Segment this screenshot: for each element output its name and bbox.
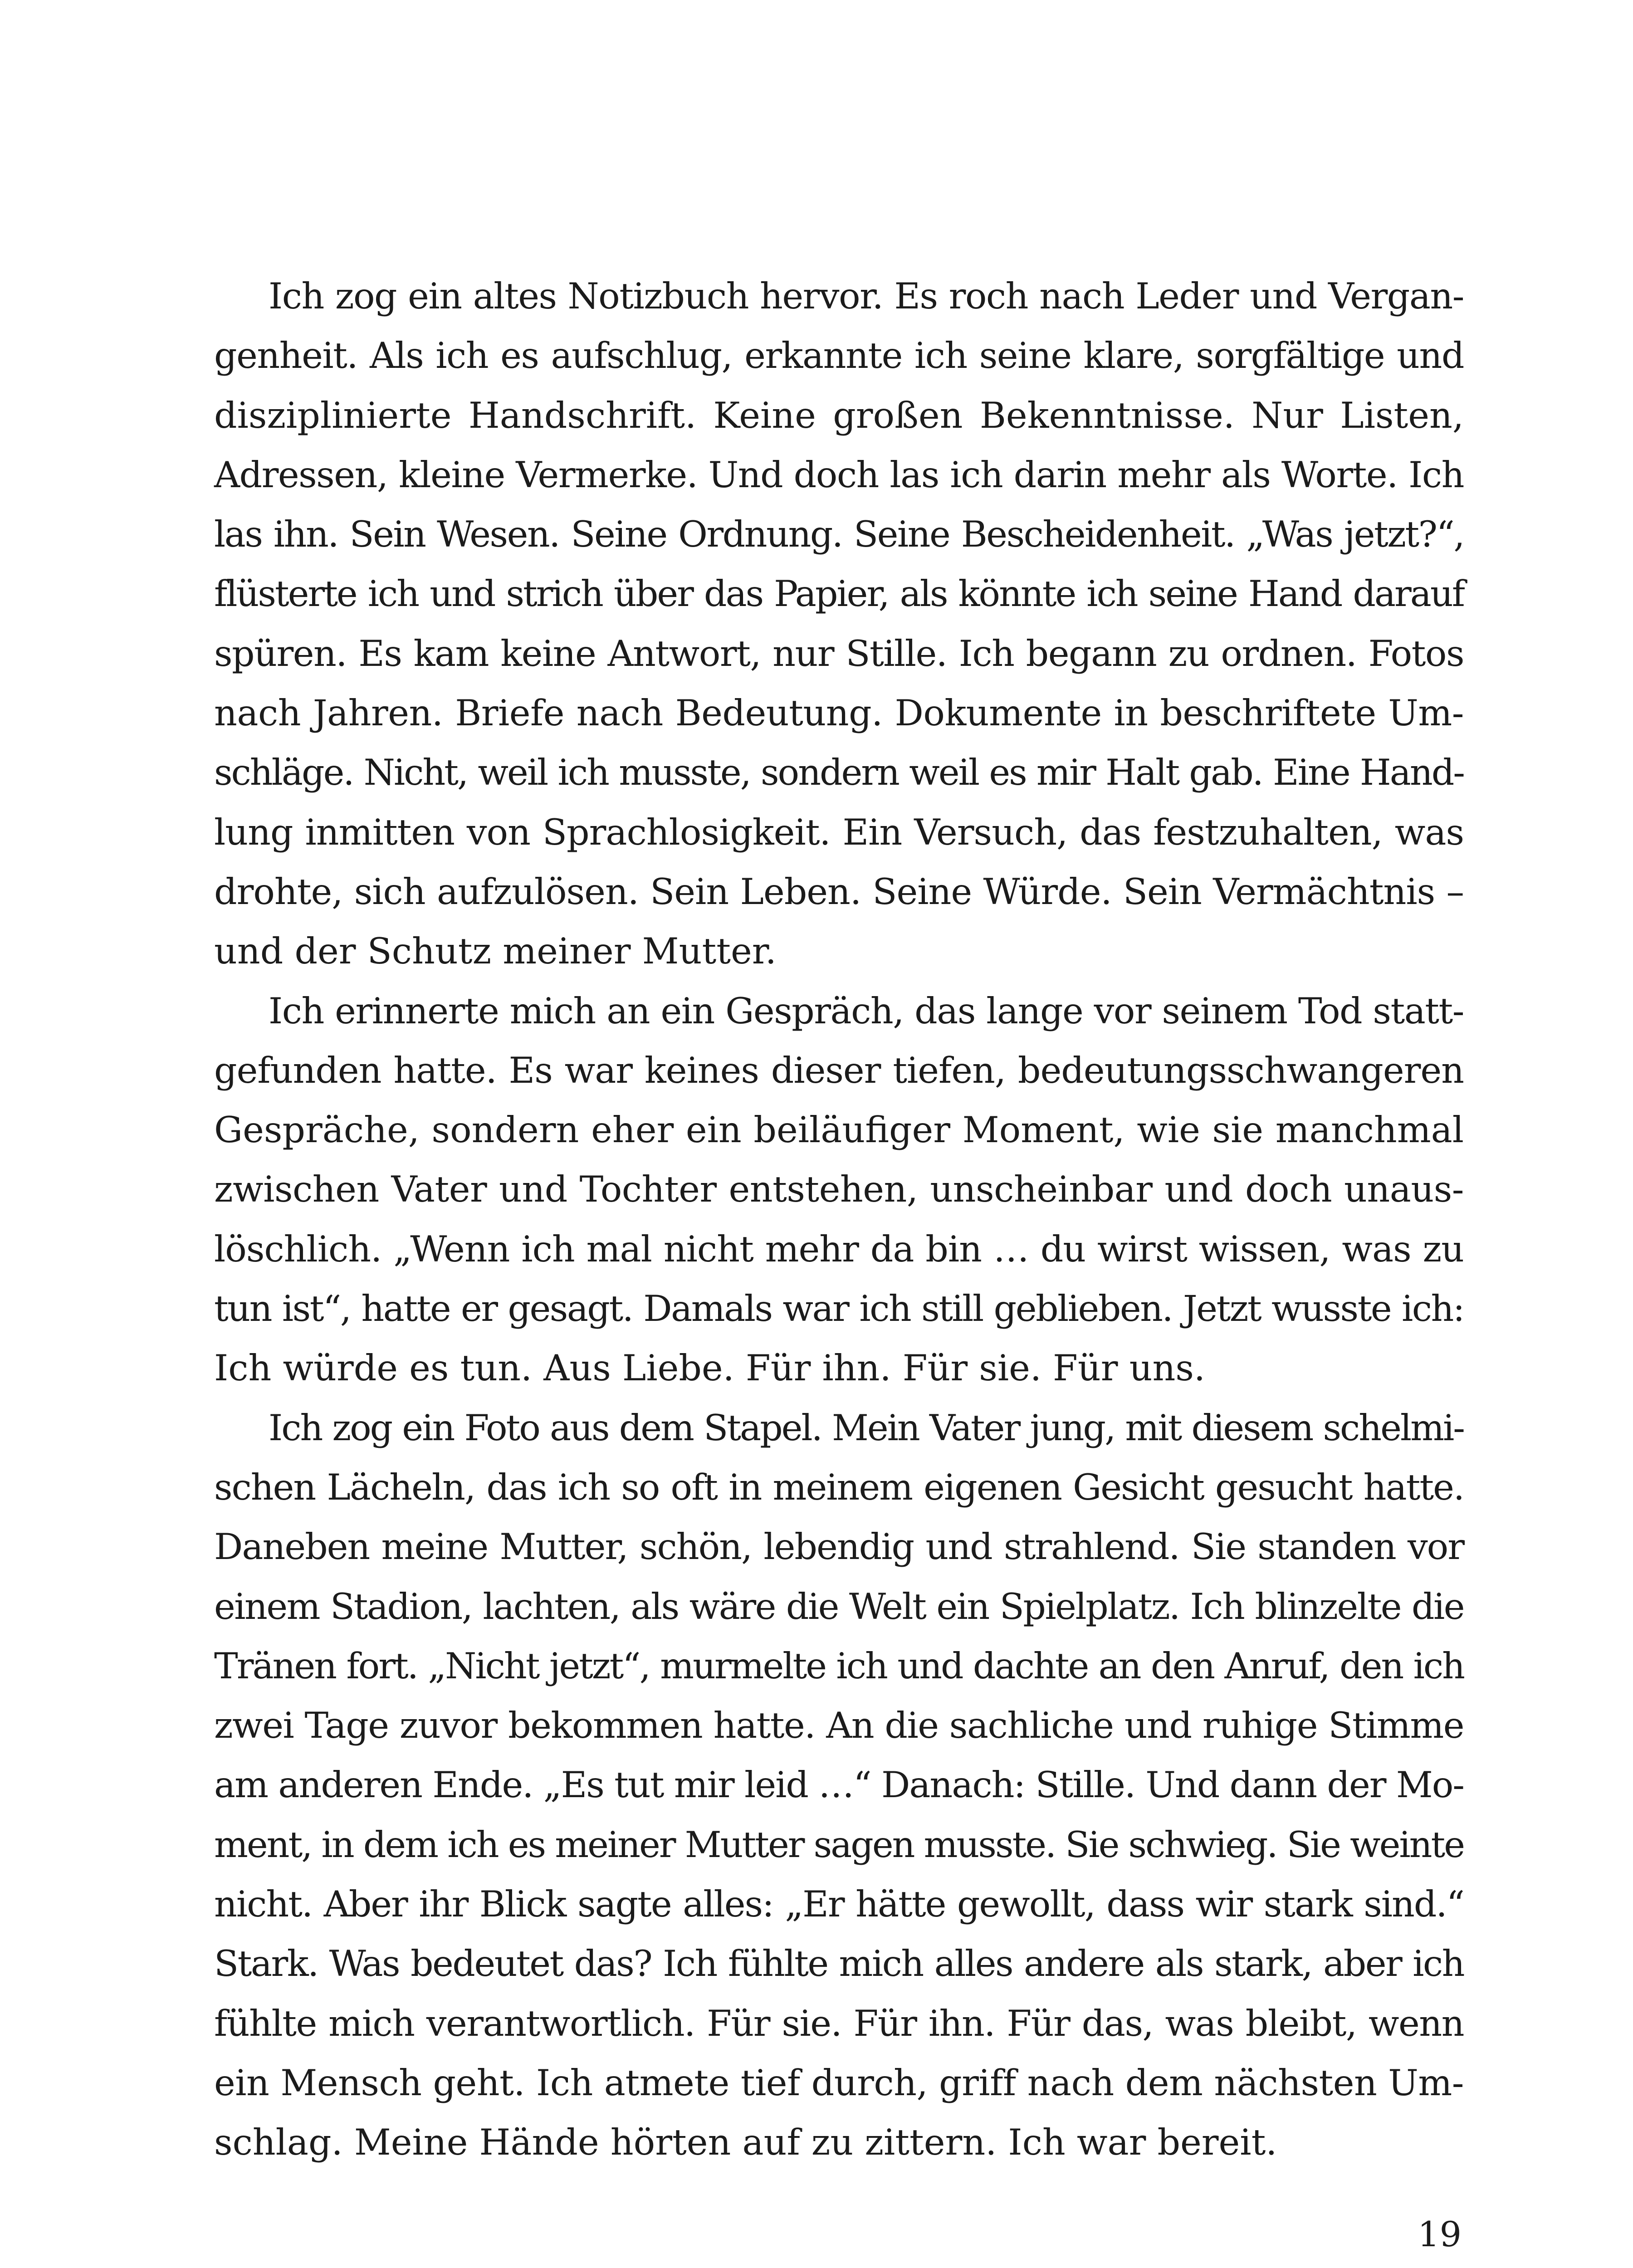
text-line: Ich erinnerte mich an ein Gespräch, das lange vor seinem Tod statt-: [269, 990, 1464, 1032]
text-line: schläge. Nicht, weil ich musste, sondern weil es mir Halt gab. Eine Hand-: [214, 752, 1464, 794]
text-line: drohte, sich aufzulösen. Sein Leben. Seine Würde. Sein Vermächtnis –: [214, 870, 1464, 913]
text-line: schlag. Meine Hände hörten auf zu zittern. Ich war bereit.: [214, 2121, 1277, 2164]
text-line: flüsterte ich und strich über das Papier, als könnte ich seine Hand darauf: [214, 573, 1464, 615]
text-line: schen Lächeln, das ich so oft in meinem eigenen Gesicht gesucht hatte.: [214, 1466, 1464, 1508]
text-line: und der Schutz meiner Mutter.: [214, 930, 777, 973]
page-number: 19: [1418, 2214, 1462, 2254]
text-line: Ich zog ein altes Notizbuch hervor. Es roch nach Leder und Vergan-: [269, 275, 1464, 317]
text-line: genheit. Als ich es aufschlug, erkannte ich seine klare, sorgfältige und: [214, 335, 1464, 377]
text-line: ment, in dem ich es meiner Mutter sagen musste. Sie schwieg. Sie weinte: [214, 1823, 1464, 1866]
text-line: löschlich. „Wenn ich mal nicht mehr da bin … du wirst wissen, was zu: [214, 1228, 1464, 1270]
text-line: Ich würde es tun. Aus Liebe. Für ihn. Für sie. Für uns.: [214, 1347, 1206, 1389]
text-line: am anderen Ende. „Es tut mir leid …“ Danach: Stille. Und dann der Mo-: [214, 1764, 1464, 1806]
text-line: zwischen Vater und Tochter entstehen, unscheinbar und doch unaus-: [214, 1168, 1464, 1211]
text-line: gefunden hatte. Es war keines dieser tiefen, bedeutungsschwangeren: [214, 1049, 1464, 1091]
text-line: ein Mensch geht. Ich atmete tief durch, griff nach dem nächsten Um-: [214, 2062, 1464, 2104]
text-line: nach Jahren. Briefe nach Bedeutung. Dokumente in beschriftete Um-: [214, 692, 1464, 734]
text-line: Adressen, kleine Vermerke. Und doch las ich darin mehr als Worte. Ich: [214, 454, 1464, 496]
text-line: Ich zog ein Foto aus dem Stapel. Mein Vater jung, mit diesem schelmi-: [269, 1407, 1464, 1449]
text-line: Daneben meine Mutter, schön, lebendig und strahlend. Sie standen vor: [214, 1526, 1464, 1568]
text-line: Stark. Was bedeutet das? Ich fühlte mich alles andere als stark, aber ich: [214, 1943, 1464, 1985]
text-line: nicht. Aber ihr Blick sagte alles: „Er hätte gewollt, dass wir stark sind.“: [214, 1883, 1464, 1926]
text-line: tun ist“, hatte er gesagt. Damals war ich still geblieben. Jetzt wusste ich:: [214, 1288, 1464, 1330]
text-line: einem Stadion, lachten, als wäre die Welt ein Spielplatz. Ich blinzelte die: [214, 1585, 1464, 1628]
text-line: disziplinierte Handschrift. Keine großen Bekenntnisse. Nur Listen,: [214, 394, 1464, 436]
body-text: [214, 267, 1464, 2173]
text-line: spüren. Es kam keine Antwort, nur Stille. Ich begann zu ordnen. Fotos: [214, 632, 1464, 675]
text-line: Gespräche, sondern eher ein beiläufiger Moment, wie sie manchmal: [214, 1109, 1464, 1151]
text-line: lung inmitten von Sprachlosigkeit. Ein Versuch, das festzuhalten, was: [214, 811, 1464, 853]
text-line: Tränen fort. „Nicht jetzt“, murmelte ich und dachte an den Anruf, den ich: [214, 1645, 1464, 1687]
text-line: las ihn. Sein Wesen. Seine Ordnung. Seine Bescheidenheit. „Was jetzt?“,: [214, 513, 1464, 556]
text-line: fühlte mich verantwortlich. Für sie. Für ihn. Für das, was bleibt, wenn: [214, 2002, 1464, 2044]
text-line: zwei Tage zuvor bekommen hatte. An die sachliche und ruhige Stimme: [214, 1705, 1464, 1747]
